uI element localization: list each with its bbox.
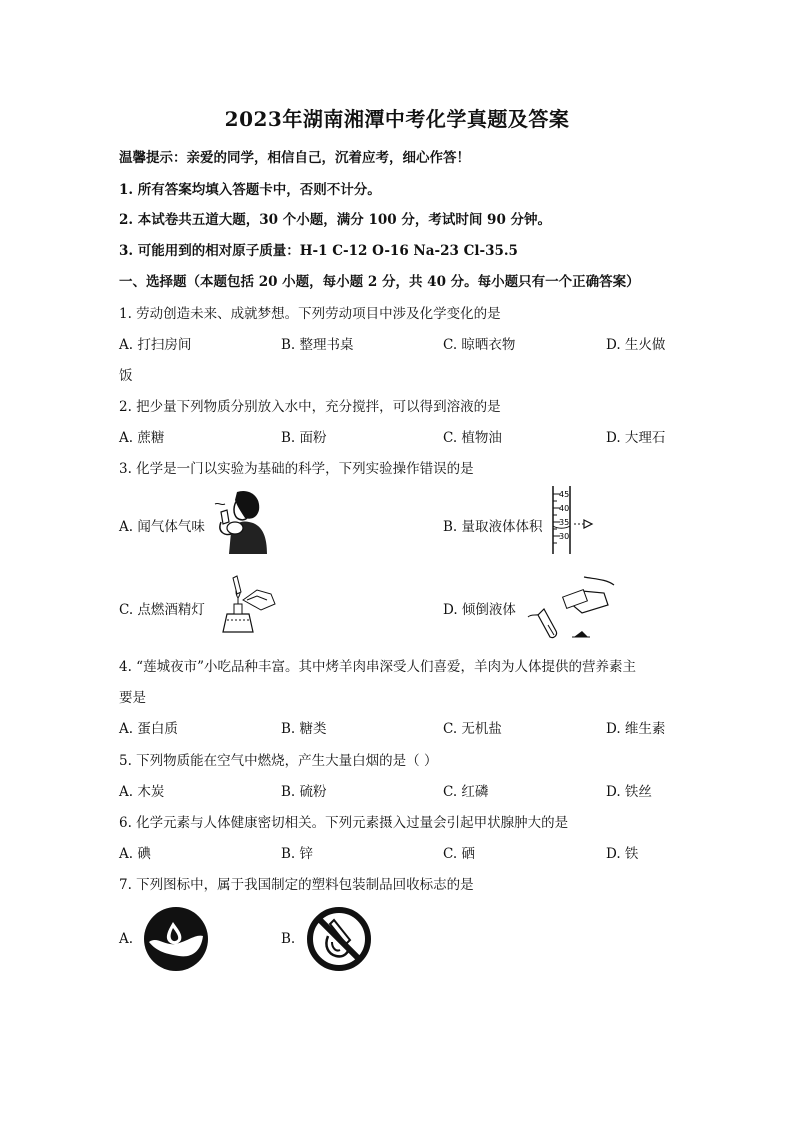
cylinder-tick-40: 40 [559,504,570,513]
q3-option-d: D. 倾倒液体 [443,602,516,618]
q3-option-c: C. 点燃酒精灯 [119,602,205,618]
q5-option-a: A. 木炭 [119,784,165,800]
smell-gas-illustration [207,488,269,554]
q1-option-d-cont: 饭 [119,368,133,384]
q6-option-b: B. 锌 [281,846,314,862]
q1-option-a: A. 打扫房间 [119,337,192,353]
cylinder-tick-45: 45 [559,490,570,499]
alcohol-lamp-illustration [213,574,279,634]
q1-stem: 1. 劳动创造未来、成就梦想。下列劳动项目中涉及化学变化的是 [119,306,501,322]
q2-option-c: C. 植物油 [443,430,502,446]
q7-option-a: A. [119,931,134,947]
q7-stem: 7. 下列图标中，属于我国制定的塑料包装制品回收标志的是 [119,877,474,893]
q7-option-b: B. [281,931,296,947]
q3-option-a: A. 闻气体气味 [119,519,205,535]
pouring-liquid-illustration [522,573,618,645]
q6-stem: 6. 化学元素与人体健康密切相关。下列元素摄入过量会引起甲状腺肿大的是 [119,815,569,831]
q4-option-d: D. 维生素 [606,721,666,737]
q4-option-b: B. 糖类 [281,721,327,737]
q2-option-d: D. 大理石 [606,430,666,446]
cylinder-tick-35: 35 [559,518,570,527]
q2-option-b: B. 面粉 [281,430,327,446]
q6-option-c: C. 硒 [443,846,475,862]
q5-stem: 5. 下列物质能在空气中燃烧，产生大量白烟的是（ ） [119,753,438,769]
q6-option-a: A. 碘 [119,846,151,862]
graduated-cylinder-illustration [550,484,600,556]
q1-option-d: D. 生火做 [606,337,666,353]
water-drop-sign-icon [143,906,209,972]
note-2: 2. 本试卷共五道大题，30 个小题，满分 100 分，考试时间 90 分钟。 [119,212,552,228]
q4-option-c: C. 无机盐 [443,721,502,737]
q5-option-d: D. 铁丝 [606,784,652,800]
note-1: 1. 所有答案均填入答题卡中，否则不计分。 [119,182,381,198]
q5-option-c: C. 红磷 [443,784,489,800]
q1-option-c: C. 晾晒衣物 [443,337,516,353]
eye-icon [584,520,592,528]
q3-stem: 3. 化学是一门以实验为基础的科学，下列实验操作错误的是 [119,461,474,477]
q4-option-a: A. 蛋白质 [119,721,178,737]
q2-stem: 2. 把少量下列物质分别放入水中，充分搅拌，可以得到溶液的是 [119,399,501,415]
q4-stem-line1: 4. “莲城夜市”小吃品种丰富。其中烤羊肉串深受人们喜爱，羊肉为人体提供的营养素主 [119,659,636,675]
q3-option-b: B. 量取液体体积 [443,519,543,535]
no-fire-sign-icon [306,906,372,972]
cylinder-tick-30: 30 [559,532,570,541]
q6-option-d: D. 铁 [606,846,639,862]
section-heading: 一、选择题（本题包括 20 小题，每小题 2 分，共 40 分。每小题只有一个正确答案） [119,274,640,290]
page-title: 2023年湖南湘潭中考化学真题及答案 [224,107,570,131]
note-3: 3. 可能用到的相对原子质量：H-1 C-12 O-16 Na-23 Cl-35.5 [119,243,518,259]
q5-option-b: B. 硫粉 [281,784,327,800]
q2-option-a: A. 蔗糖 [119,430,165,446]
tip-text: 温馨提示：亲爱的同学，相信自己，沉着应考，细心作答！ [119,150,470,166]
q4-stem-line2: 要是 [119,690,146,706]
q1-option-b: B. 整理书桌 [281,337,354,353]
